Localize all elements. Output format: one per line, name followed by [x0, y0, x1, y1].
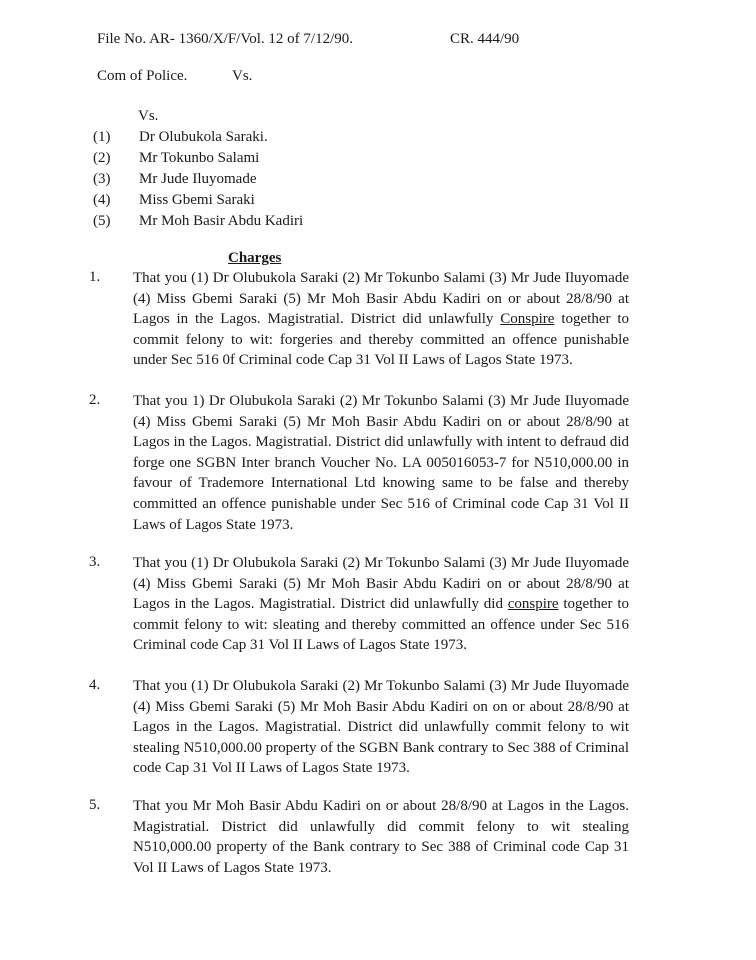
charge-number: 3. [89, 554, 101, 570]
charge-text: That you (1) Dr Olubukola Saraki (2) Mr Tokunbo Salami (3) Mr Jude Iluyomade (4) Miss Gbemi Saraki (5) Mr Moh Basir Abdu Kadiri on or about 28/8/90 at Lagos in the Lagos. Magistratial. District did unlawfully Conspire together to commit felony to wit: forgeries and thereby committed an offence punishable under Sec 516 0f Criminal code Cap 31 Vol II Laws of Lagos State 1973. [133, 270, 629, 369]
defendant-name: Miss Gbemi Saraki [139, 192, 255, 208]
defendant-name: Mr Jude Iluyomade [139, 171, 257, 187]
defendant-name: Dr Olubukola Saraki. [139, 129, 268, 145]
charge-number: 4. [89, 677, 101, 693]
charge-number: 1. [89, 269, 101, 285]
case-reference: CR. 444/90 [450, 31, 520, 47]
defendant-number: (2) [93, 150, 111, 166]
charge-number: 5. [89, 797, 101, 813]
charge-text: That you Mr Moh Basir Abdu Kadiri on or about 28/8/90 at Lagos in the Lagos. Magistratial. District did unlawfully did commit felony to wit stealing N510,000.00 property of the Bank contrary to Sec 388 of Criminal code Cap 31 Vol II Laws of Lagos State 1973. [133, 798, 629, 876]
charges-heading: Charges [228, 250, 282, 266]
defendant-number: (5) [93, 213, 111, 229]
charge-number: 2. [89, 392, 101, 408]
versus-inline: Vs. [232, 68, 253, 84]
charge-text: That you (1) Dr Olubukola Saraki (2) Mr Tokunbo Salami (3) Mr Jude Iluyomade (4) Miss Gbemi Saraki (5) Mr Moh Basir Abdu Kadiri on on or about 28/8/90 at Lagos in the Lagos. Magistratial. District did unlawfully commit felony to wit stealing N510,000.00 property of the SGBN Bank contrary to Sec 388 of Criminal code Cap 31 Vol II Laws of Lagos State 1973. [133, 678, 629, 777]
charge-text: That you 1) Dr Olubukola Saraki (2) Mr Tokunbo Salami (3) Mr Jude Iluyomade (4) Miss Gbemi Saraki (5) Mr Moh Basir Abdu Kadiri on or about 28/8/90 at Lagos in the Lagos. Magistratial. District did unlawfully with intent to defraud did forge one SGBN Inter branch Voucher No. LA 005016053-7 for N510,000.00 in favour of Trademore International Ltd knowing same to be false and thereby committed an offence punishable under Sec 516 of Criminal code Cap 31 Vol II Laws of Lagos State 1973. [133, 393, 629, 533]
defendant-number: (1) [93, 129, 111, 145]
underlined-word: Conspire [500, 311, 555, 328]
defendant-name: Mr Tokunbo Salami [139, 150, 260, 166]
versus: Vs. [138, 108, 159, 124]
defendant-name: Mr Moh Basir Abdu Kadiri [139, 213, 304, 229]
defendant-number: (3) [93, 171, 111, 187]
defendant-number: (4) [93, 192, 111, 208]
underlined-word: conspire [507, 596, 559, 613]
prosecutor: Com of Police. [97, 68, 188, 84]
file-number: File No. AR- 1360/X/F/Vol. 12 of 7/12/90. [97, 31, 353, 47]
charge-text: That you (1) Dr Olubukola Saraki (2) Mr Tokunbo Salami (3) Mr Jude Iluyomade (4) Miss Gbemi Saraki (5) Mr Moh Basir Abdu Kadiri on or about 28/8/90 at Lagos in the Lagos. Magistratial. District did unlawfully did conspire together to commit felony to wit: sleating and thereby committed an offence under Sec 516 Criminal code Cap 31 Vol II Laws of Lagos State 1973. [133, 555, 629, 654]
